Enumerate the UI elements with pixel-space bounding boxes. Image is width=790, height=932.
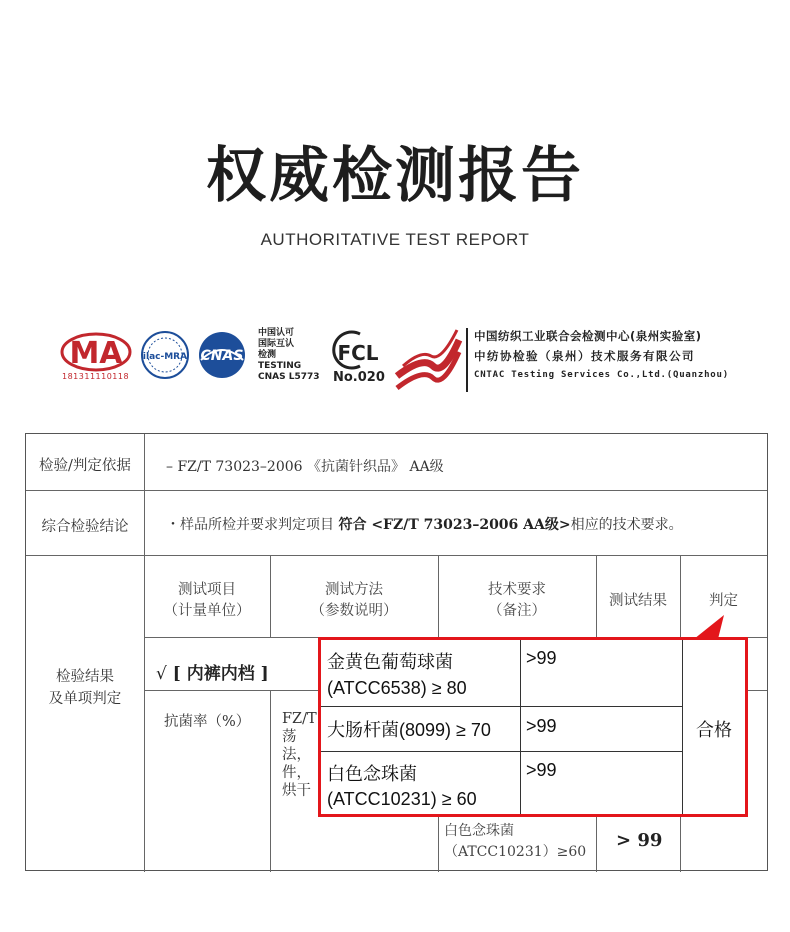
results-label (26, 666, 144, 710)
garment-label: [ 内裤内档 ] (172, 664, 269, 684)
header-test-item (144, 580, 270, 622)
callout-req-staph-2: (ATCC6538) ≥ 80 (327, 678, 467, 698)
callout-judgement: 合格 (696, 720, 732, 740)
table-divider (438, 814, 439, 872)
recognition-line: 检测 (258, 350, 277, 360)
header-text: 技术要求 (488, 582, 546, 598)
page-title: 权威检测报告 (206, 141, 584, 211)
basis-label: 检验/判定依据 (39, 458, 131, 474)
requirement-line: 白色念珠菌 (444, 823, 514, 839)
cntac-organization (474, 328, 729, 380)
cma-number: 181311110118 (62, 372, 130, 381)
ilac-logo-text: ilac-MRA (142, 352, 188, 362)
method-line: 件， (282, 765, 311, 781)
checkmark-icon: √ (156, 664, 167, 684)
header-requirement (438, 580, 596, 622)
basis-value: – FZ/T 73023–2006 《抗菌针织品》 AA级 (166, 459, 444, 475)
org-name-cn: 中国纺织工业联合会检测中心(泉州实验室) (474, 329, 702, 343)
callout-divider (321, 751, 683, 752)
table-divider (26, 555, 767, 556)
recognition-line: 国际互认 (258, 339, 295, 349)
fcl-logo (330, 330, 384, 370)
callout-result-candida: >99 (526, 760, 557, 780)
garment-section (156, 659, 269, 684)
header-text: （备注） (488, 603, 546, 619)
cnas-logo-text: CNAS (200, 348, 244, 364)
conclusion-suffix: 相应的技术要求。 (570, 517, 683, 533)
table-divider (270, 690, 271, 872)
fcl-logo-text: FCL (337, 341, 379, 365)
recognition-line: TESTING (258, 361, 302, 371)
callout-divider (520, 640, 521, 814)
requirement-candida (444, 821, 586, 863)
fcl-number: No.020 (333, 370, 385, 385)
conclusion-value (166, 514, 683, 534)
ilac-mra-logo (140, 328, 190, 382)
method-line: FZ/T (282, 711, 317, 727)
table-divider (26, 490, 767, 491)
recognition-line: 中国认可 (258, 328, 295, 338)
conclusion-label: 综合检验结论 (41, 519, 129, 535)
callout-result-staph: >99 (526, 648, 557, 668)
header-text: 测试方法 (325, 582, 383, 598)
header-judgement: 判定 (709, 593, 738, 609)
table-divider (596, 814, 597, 872)
org-name-cn-2: 中纺协检验（泉州）技术服务有限公司 (474, 349, 695, 363)
recognition-line: CNAS L5773 (258, 372, 320, 382)
cntac-divider (466, 328, 468, 392)
test-method-text (282, 710, 322, 800)
requirement-line: （ATCC10231）≥60 (444, 844, 587, 860)
zoom-callout (318, 637, 748, 817)
callout-divider (321, 706, 683, 707)
cnas-logo (193, 330, 251, 380)
header-test-method (270, 580, 438, 622)
conclusion-prefix: ・样品所检并要求判定项目 (166, 517, 339, 533)
table-divider (680, 814, 681, 872)
callout-req-candida-2: (ATCC10231) ≥ 60 (327, 789, 477, 809)
callout-req-ecoli: 大肠杆菌(8099) ≥ 70 (327, 720, 491, 740)
results-label-line: 检验结果 (56, 669, 114, 685)
cma-logo-text: MA (69, 336, 123, 371)
result-candida: > 99 (616, 830, 663, 851)
callout-req-candida-1: 白色念珠菌 (327, 764, 417, 784)
method-line: 烘干 (282, 783, 311, 799)
callout-result-ecoli: >99 (526, 716, 557, 736)
method-line: 荡法， (282, 729, 311, 763)
cma-logo (60, 332, 132, 372)
header-text: （计量单位） (163, 603, 251, 619)
page-subtitle: AUTHORITATIVE TEST REPORT (260, 230, 530, 249)
conclusion-standard: 符合 <FZ/T 73023–2006 AA级> (338, 517, 571, 533)
org-name-en: CNTAC Testing Services Co.,Ltd.(Quanzhou) (474, 370, 729, 380)
header-text: （参数说明） (310, 603, 398, 619)
cntac-logo (393, 326, 463, 392)
certification-logos (0, 320, 790, 400)
results-label-line: 及单项判定 (48, 691, 122, 707)
callout-req-staph-1: 金黄色葡萄球菌 (327, 652, 453, 672)
table-divider (144, 434, 145, 872)
recognition-text (258, 328, 320, 383)
test-item-value: 抗菌率（%） (164, 714, 251, 730)
header-test-result: 测试结果 (609, 593, 667, 609)
header-text: 测试项目 (178, 582, 236, 598)
